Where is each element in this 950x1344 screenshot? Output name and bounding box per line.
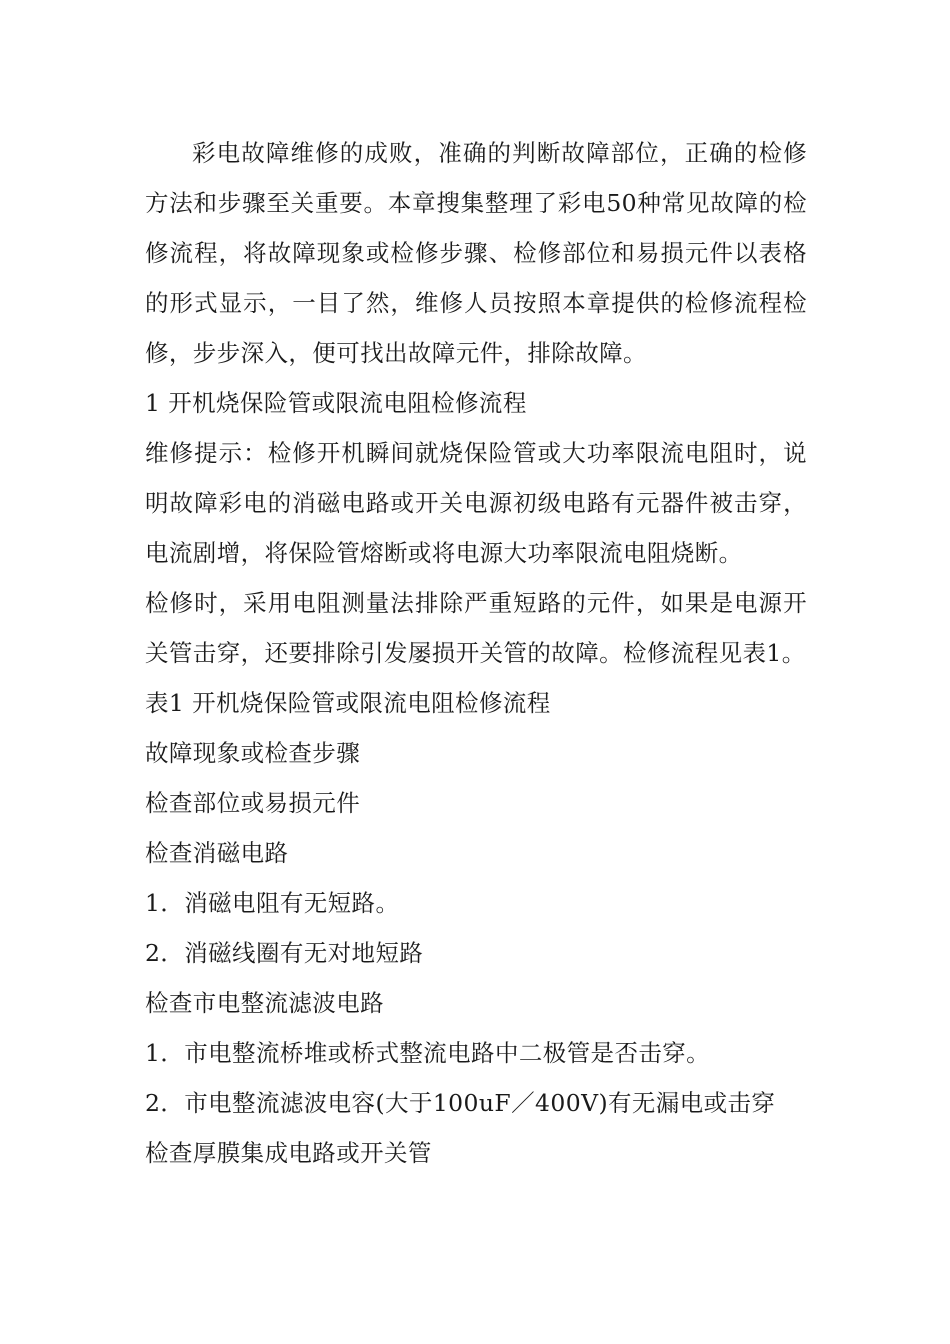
repair-tip-paragraph: 维修提示：检修开机瞬间就烧保险管或大功率限流电阻时，说明故障彩电的消磁电路或开关电源初级电路有元器件被击穿，电流剧增，将保险管熔断或将电源大功率限流电阻烧断。 [145, 439, 807, 567]
step-item: 1．消磁电阻有无短路。 [145, 889, 400, 917]
table-column-header-symptom: 故障现象或检查步骤 [145, 739, 361, 767]
table-caption: 表1 开机烧保险管或限流电阻检修流程 [145, 689, 551, 717]
step-item: 1．市电整流桥堆或桥式整流电路中二极管是否击穿。 [145, 1039, 711, 1067]
document-body [145, 128, 807, 1178]
step-title-degaussing: 检查消磁电路 [145, 839, 289, 867]
step-title-thick-film: 检查厚膜集成电路或开关管 [145, 1139, 432, 1167]
section-heading: 1 开机烧保险管或限流电阻检修流程 [145, 389, 527, 417]
intro-paragraph: 彩电故障维修的成败，准确的判断故障部位，正确的检修方法和步骤至关重要。本章搜集整理了彩电50种常见故障的检修流程，将故障现象或检修步骤、检修部位和易损元件以表格的形式显示，一目了然，维修人员按照本章提供的检修流程检修，步步深入，便可找出故障元件，排除故障。 [145, 139, 807, 367]
repair-method-paragraph: 检修时，采用电阻测量法排除严重短路的元件，如果是电源开关管击穿，还要排除引发屡损开关管的故障。检修流程见表1。 [145, 589, 807, 667]
step-title-rectifier: 检查市电整流滤波电路 [145, 989, 384, 1017]
step-item: 2．市电整流滤波电容(大于100uF／400V)有无漏电或击穿 [145, 1089, 776, 1117]
table-column-header-parts: 检查部位或易损元件 [145, 789, 361, 817]
step-item: 2．消磁线圈有无对地短路 [145, 939, 424, 967]
